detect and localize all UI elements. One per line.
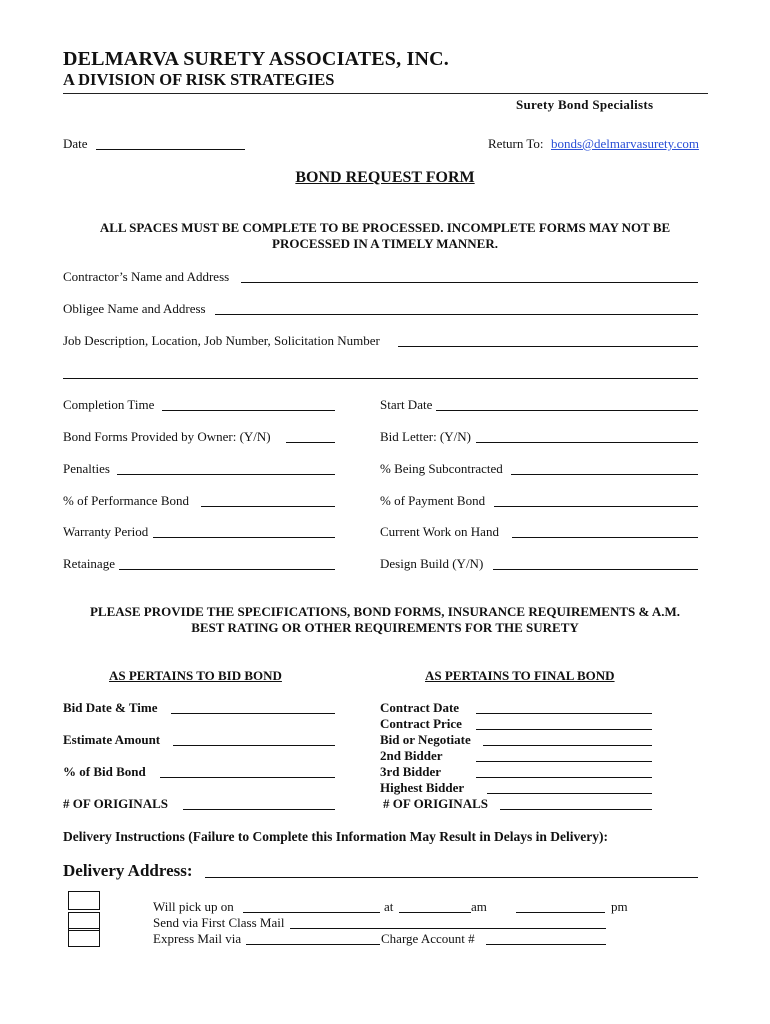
start-date-label: Start Date <box>380 397 433 412</box>
bond-forms-field[interactable] <box>286 442 335 443</box>
contractor-field[interactable] <box>241 282 698 283</box>
provide-notice-line-1: PLEASE PROVIDE THE SPECIFICATIONS, BOND FORMS, INSURANCE REQUIREMENTS & A.M. <box>89 604 680 619</box>
notice-line-2: PROCESSED IN A TIMELY MANNER. <box>272 236 498 251</box>
bid-originals-label: # OF ORIGINALS <box>63 796 168 811</box>
retainage-field[interactable] <box>119 569 335 570</box>
form-title: BOND REQUEST FORM <box>295 169 475 186</box>
final-originals-field[interactable] <box>500 809 652 810</box>
charge-account-field[interactable] <box>486 944 606 945</box>
design-build-field[interactable] <box>493 569 698 570</box>
header-rule <box>63 93 708 94</box>
bid-date-field[interactable] <box>171 713 335 714</box>
contractor-label: Contractor’s Name and Address <box>63 269 230 284</box>
first-class-field[interactable] <box>290 928 606 929</box>
second-bidder-label: 2nd Bidder <box>380 748 443 763</box>
date-label: Date <box>63 136 88 151</box>
job-description-field[interactable] <box>398 346 698 347</box>
pickup-checkbox[interactable] <box>68 891 100 910</box>
contract-price-label: Contract Price <box>380 716 462 731</box>
pickup-am-field[interactable] <box>399 912 471 913</box>
highest-bidder-label: Highest Bidder <box>380 780 465 795</box>
highest-bidder-field[interactable] <box>487 793 652 794</box>
first-class-label: Send via First Class Mail <box>153 915 285 930</box>
pickup-label: Will pick up on <box>153 899 234 914</box>
pickup-am-label: am <box>471 899 487 914</box>
bid-date-label: Bid Date & Time <box>63 700 158 715</box>
retainage-label: Retainage <box>63 556 115 571</box>
bid-or-negotiate-field[interactable] <box>483 745 652 746</box>
current-work-label: Current Work on Hand <box>380 524 499 539</box>
estimate-amount-field[interactable] <box>173 745 335 746</box>
delivery-instructions: Delivery Instructions (Failure to Complete this Information May Result in Delays in Delivery): <box>63 829 608 844</box>
job-description-label: Job Description, Location, Job Number, Solicitation Number <box>63 333 380 348</box>
express-checkbox[interactable] <box>68 928 100 947</box>
company-name: DELMARVA SURETY ASSOCIATES, INC. <box>63 48 449 70</box>
estimate-amount-label: Estimate Amount <box>63 732 161 747</box>
bid-bond-pct-label: % of Bid Bond <box>63 764 146 779</box>
delivery-address-label: Delivery Address: <box>63 861 193 880</box>
pickup-pm-field[interactable] <box>516 912 605 913</box>
warranty-period-field[interactable] <box>153 537 335 538</box>
penalties-label: Penalties <box>63 461 110 476</box>
return-to-label: Return To: <box>488 136 544 151</box>
express-label: Express Mail via <box>153 931 242 946</box>
final-bond-heading: AS PERTAINS TO FINAL BOND <box>425 668 615 683</box>
pickup-pm-label: pm <box>611 899 628 914</box>
charge-account-label: Charge Account # <box>381 931 475 946</box>
penalties-field[interactable] <box>117 474 335 475</box>
start-date-field[interactable] <box>436 410 698 411</box>
third-bidder-label: 3rd Bidder <box>380 764 442 779</box>
bid-or-negotiate-label: Bid or Negotiate <box>380 732 471 747</box>
bid-letter-label: Bid Letter: (Y/N) <box>380 429 471 444</box>
division-name: A DIVISION OF RISK STRATEGIES <box>63 70 335 89</box>
third-bidder-field[interactable] <box>476 777 652 778</box>
final-originals-label: # OF ORIGINALS <box>383 796 488 811</box>
performance-bond-field[interactable] <box>201 506 335 507</box>
bid-originals-field[interactable] <box>183 809 335 810</box>
date-field[interactable] <box>96 149 245 150</box>
contract-date-field[interactable] <box>476 713 652 714</box>
design-build-label: Design Build (Y/N) <box>380 556 484 571</box>
bond-forms-label: Bond Forms Provided by Owner: (Y/N) <box>63 429 271 444</box>
pickup-at-label: at <box>384 899 394 914</box>
performance-bond-label: % of Performance Bond <box>63 493 189 508</box>
tagline: Surety Bond Specialists <box>516 97 654 112</box>
delivery-address-field[interactable] <box>205 877 698 878</box>
payment-bond-field[interactable] <box>494 506 698 507</box>
obligee-label: Obligee Name and Address <box>63 301 206 316</box>
return-email-link[interactable]: bonds@delmarvasurety.com <box>551 136 699 151</box>
express-carrier-field[interactable] <box>246 944 380 945</box>
obligee-field[interactable] <box>215 314 698 315</box>
completion-time-field[interactable] <box>162 410 335 411</box>
contract-date-label: Contract Date <box>380 700 460 715</box>
subcontracted-field[interactable] <box>511 474 698 475</box>
completion-time-label: Completion Time <box>63 397 155 412</box>
bid-letter-field[interactable] <box>476 442 698 443</box>
provide-notice-line-2: BEST RATING OR OTHER REQUIREMENTS FOR THE SURETY <box>191 620 579 635</box>
pickup-date-field[interactable] <box>243 912 380 913</box>
second-bidder-field[interactable] <box>476 761 652 762</box>
warranty-period-label: Warranty Period <box>63 524 149 539</box>
contract-price-field[interactable] <box>476 729 652 730</box>
job-description-field-continued[interactable] <box>63 378 698 379</box>
subcontracted-label: % Being Subcontracted <box>380 461 503 476</box>
bid-bond-pct-field[interactable] <box>160 777 335 778</box>
bid-bond-heading: AS PERTAINS TO BID BOND <box>109 668 282 683</box>
notice-line-1: ALL SPACES MUST BE COMPLETE TO BE PROCESSED. INCOMPLETE FORMS MAY NOT BE <box>99 220 671 235</box>
payment-bond-label: % of Payment Bond <box>380 493 486 508</box>
current-work-field[interactable] <box>512 537 698 538</box>
